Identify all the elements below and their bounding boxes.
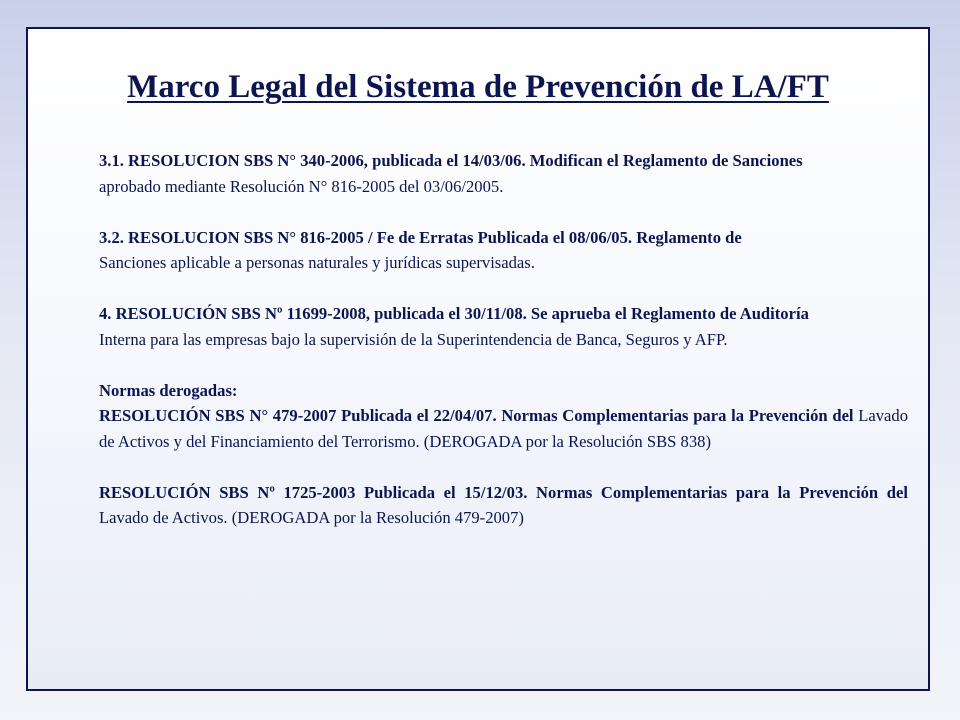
slide-frame [26, 27, 930, 691]
norm-4-heading: 4. RESOLUCIÓN SBS Nº 11699-2008, publicada el 30/11/08. Se aprueba el Reglamento de Auditoría [99, 304, 809, 323]
derogada-2 [99, 480, 908, 531]
derogadas-section [99, 378, 908, 455]
slide-title-text: Marco Legal del Sistema de Prevención de LA/FT [127, 69, 829, 105]
derogada-1-normal: Lavado de Activos y del Financiamiento del Terrorismo. (DEROGADA por la Resolución SBS 838) [99, 406, 908, 451]
norm-3-1 [99, 148, 908, 199]
derogada-1-bold: RESOLUCIÓN SBS N° 479-2007 Publicada el 22/04/07. Normas Complementarias para la Prevención del [99, 406, 854, 425]
norm-4 [99, 301, 908, 352]
derogada-2-normal: Lavado de Activos. (DEROGADA por la Resolución 479-2007) [99, 508, 524, 527]
norm-3-2-heading: 3.2. RESOLUCION SBS N° 816-2005 / Fe de Erratas Publicada el 08/06/05. Reglamento de [99, 227, 742, 247]
norm-3-2 [99, 225, 908, 276]
slide-title [28, 69, 928, 105]
norm-3-1-body: aprobado mediante Resolución N° 816-2005 del 03/06/2005. [99, 176, 504, 196]
norm-3-2-body: Sanciones aplicable a personas naturales y jurídicas supervisadas. [99, 253, 535, 272]
norm-4-body: Interna para las empresas bajo la supervisión de la Superintendencia de Banca, Seguros y AFP. [99, 329, 728, 349]
slide-content [99, 148, 908, 531]
derogadas-heading: Normas derogadas: [99, 380, 238, 400]
norm-3-1-heading: 3.1. RESOLUCION SBS N° 340-2006, publicada el 14/03/06. Modifican el Reglamento de Sanciones [99, 151, 803, 170]
derogada-2-bold: RESOLUCIÓN SBS Nº 1725-2003 Publicada el 15/12/03. Normas Complementarias para la Prevención del [99, 482, 908, 502]
